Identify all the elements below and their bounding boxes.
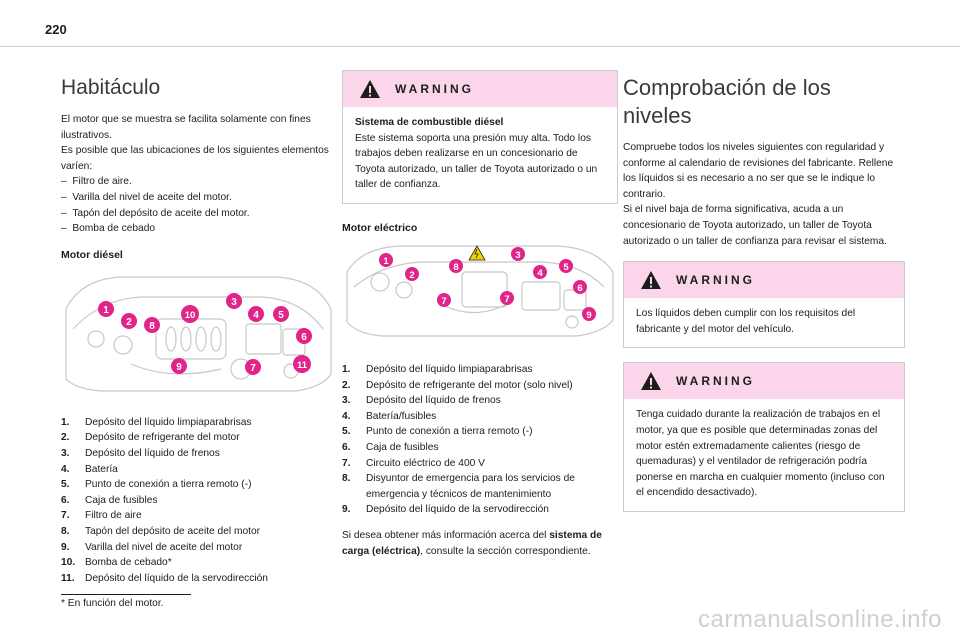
more-info-prefix: Si desea obtener más información acerca del [342,529,550,541]
callout-marker [533,265,547,279]
item-text: Caja de fusibles [85,494,158,506]
callout-marker [226,293,242,309]
item-text: Depósito de refrigerante del motor (solo nivel) [366,379,573,391]
callout-label: 3 [515,249,521,261]
callout-label: 4 [253,309,259,321]
list-item [61,415,336,431]
callout-marker [181,305,199,323]
item-number: 4. [342,410,351,422]
callout-marker [293,355,311,373]
item-text: Tapón del depósito de aceite del motor [85,525,261,537]
callout-label: 5 [278,309,284,321]
item-number: 7. [342,457,351,469]
callout-marker [98,301,114,317]
list-item [342,409,618,425]
callout-label: 1 [383,255,389,267]
column-electric [342,70,618,559]
item-text: Depósito del líquido limpiaparabrisas [85,416,252,428]
list-item: – Tapón del depósito de aceite del motor. [61,206,336,222]
more-info-suffix: , consulte la sección correspondiente. [420,545,591,557]
item-number: 9. [61,541,70,553]
item-number: 8. [342,473,351,485]
callout-label: 7 [504,293,510,305]
callout-label: 5 [563,261,569,273]
electric-components-list [342,362,618,518]
callout-label: 7 [441,295,447,307]
list-item [342,502,618,518]
item-text: Caja de fusibles [366,441,439,453]
list-item [61,493,336,509]
list-item [342,456,618,472]
high-voltage-icon [469,246,485,260]
list-item [61,430,336,446]
callout-marker [245,359,261,375]
warning-text: Este sistema soporta una presión muy alta. Todo los trabajos deben realizarse en un concesionario de Toyota autorizado, un taller de Toyota autorizado o un taller de confianza. [355,132,598,191]
list-item [342,362,618,378]
list-item [342,440,618,456]
list-item [342,393,618,409]
callout-marker [121,313,137,329]
column-niveles [623,70,905,512]
warning-label: WARNING [676,273,755,288]
list-item [61,477,336,493]
callout-label: 8 [453,261,459,273]
item-text: Depósito del líquido limpiaparabrisas [366,363,533,375]
item-number: 10. [61,557,76,569]
callout-label: 7 [250,362,256,374]
column-habitaculo [61,70,336,586]
warning-text: Tenga cuidado durante la realización de trabajos en el motor, ya que es posible que determinadas zonas del motor estén extremadamente calientes (riesgo de quemaduras) y el ventilador de refrigeración podría ponerse en marcha en cualquier momento (incluso con el encendido desactivado). [636,409,885,499]
list-item [61,462,336,478]
top-divider [0,46,960,47]
item-text: Depósito del líquido de frenos [366,395,501,407]
warning-title: Sistema de combustible diésel [355,117,504,128]
item-text: Batería/fusibles [366,410,437,422]
callout-marker [273,306,289,322]
callout-label: 2 [126,316,132,328]
item-text: Circuito eléctrico de 400 V [366,457,485,469]
diesel-engine-diagram [61,269,336,399]
warning-triangle-icon [640,270,662,290]
item-number: 4. [61,463,70,475]
page-number: 220 [45,22,67,37]
item-number: 1. [61,416,70,428]
niveles-intro-2: Si el nivel baja de forma significativa, acuda a un concesionario de Toyota autorizado, un taller de Toyota autorizado o un taller de confianza para revisar el sistema. [623,204,887,247]
callout-label: 6 [577,282,583,294]
warning-header [624,363,904,399]
list-item: – Bomba de cebado [61,221,336,237]
list-item: – Filtro de aire. [61,174,336,190]
list-item [61,571,336,587]
more-info-link-text: sistema de carga (eléctrica) [342,529,602,557]
electric-callouts [379,247,596,321]
callout-label: 1 [103,304,109,316]
item-number: 1. [342,363,351,375]
item-number: 2. [342,379,351,391]
electric-engine-diagram [342,242,618,342]
section-title-habitaculo: Habitáculo [61,76,161,99]
item-text: Bomba de cebado* [85,557,172,569]
callout-label: 10 [184,309,196,321]
diesel-components-list [61,415,336,587]
callout-marker [559,259,573,273]
warning-triangle-icon [640,371,662,391]
list-item [342,471,618,502]
intro-text-2: Es posible que las ubicaciones de los siguientes elementos varíen: [61,145,329,172]
callout-marker [248,306,264,322]
item-text: Disyuntor de emergencia para los servicios de emergencia y técnicos de mantenimiento [366,473,575,500]
callout-label: 2 [409,269,415,281]
item-text: Punto de conexión a tierra remoto (-) [85,479,252,491]
list-item [61,540,336,556]
item-text: Depósito del líquido de la servodirección [85,572,268,584]
variations-list [61,174,336,236]
warning-triangle-icon [359,79,381,99]
callout-marker [582,307,596,321]
watermark: carmanualsonline.info [698,606,942,633]
warning-label: WARNING [676,374,755,389]
callout-marker [144,317,160,333]
list-item [61,555,336,571]
callout-marker [171,358,187,374]
item-text: Depósito del líquido de la servodirección [366,504,549,516]
callout-label: 9 [176,361,182,373]
item-text: Punto de conexión a tierra remoto (-) [366,426,533,438]
warning-header [343,71,617,107]
footnote: * En función del motor. [61,598,164,609]
list-item: – Varilla del nivel de aceite del motor. [61,190,336,206]
callout-label: 9 [586,309,592,321]
callout-label: 11 [296,359,308,371]
callout-label: 8 [149,320,155,332]
item-number: 3. [342,395,351,407]
item-number: 6. [342,441,351,453]
callout-label: 4 [537,267,543,279]
item-text: Depósito de refrigerante del motor [85,432,240,444]
item-number: 9. [342,504,351,516]
more-info-text [342,528,618,559]
item-number: 7. [61,510,70,522]
section-title-niveles: Comprobación de los niveles [623,75,831,128]
warning-text: Los líquidos deben cumplir con los requisitos del fabricante y del motor del vehículo. [636,308,856,335]
warning-header [624,262,904,298]
warning-box-hot-engine [623,362,905,512]
warning-box-fluids [623,261,905,348]
list-item [61,524,336,540]
item-text: Batería [85,463,118,475]
item-text: Depósito del líquido de frenos [85,447,220,459]
item-number: 11. [61,572,75,584]
item-number: 5. [61,479,70,491]
engine-outline [66,277,331,391]
item-number: 6. [61,494,70,506]
electric-heading: Motor eléctrico [342,221,418,234]
callout-marker [449,259,463,273]
diesel-heading: Motor diésel [61,248,123,261]
callout-marker [511,247,525,261]
intro-text-1: El motor que se muestra se facilita solamente con fines ilustrativos. [61,114,311,141]
item-number: 5. [342,426,351,438]
callout-marker [573,280,587,294]
list-item [342,378,618,394]
item-number: 3. [61,447,70,459]
item-text: Varilla del nivel de aceite del motor [85,541,243,553]
item-text: Filtro de aire [85,510,142,522]
callout-marker [296,328,312,344]
callout-marker [405,267,419,281]
callout-label: 6 [301,331,307,343]
list-item [61,508,336,524]
list-item [342,424,618,440]
item-number: 2. [61,432,70,444]
callout-label: 3 [231,296,237,308]
list-item [61,446,336,462]
warning-label: WARNING [395,82,474,96]
callout-marker [500,291,514,305]
callout-marker [379,253,393,267]
item-number: 8. [61,525,70,537]
niveles-intro-1: Compruebe todos los niveles siguientes con regularidad y conforme al calendario de revisiones del fabricante. Rellene los líquidos si es necesario a no ser que se le indique lo contrario. [623,142,894,200]
warning-body [343,107,617,203]
callout-marker [437,293,451,307]
warning-box-diesel-fuel [342,70,618,204]
footnote-divider [61,594,191,595]
